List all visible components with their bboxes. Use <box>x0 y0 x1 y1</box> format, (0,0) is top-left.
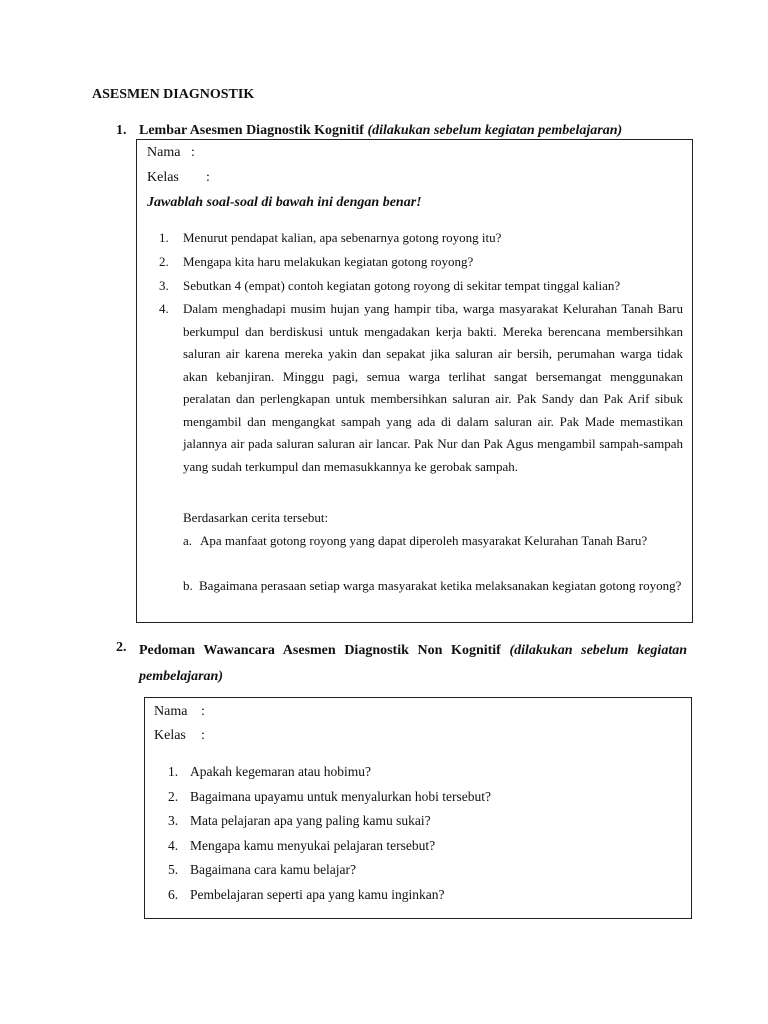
interview-question-1 <box>168 760 668 785</box>
question-3 <box>159 275 684 298</box>
interview-question-2 <box>168 785 668 810</box>
question-number: 4. <box>159 301 169 316</box>
question-text: Menurut pendapat kalian, apa sebenarnya gotong royong itu? <box>183 230 502 245</box>
sub-question-label: b. <box>183 578 193 593</box>
sub-question-label: a. <box>183 533 193 548</box>
section2-number: 2. <box>116 640 127 655</box>
section1-class-field <box>147 170 210 186</box>
question-number: 2. <box>159 254 169 269</box>
question-text: Apakah kegemaran atau hobimu? <box>190 764 372 779</box>
question-number: 3. <box>168 813 179 828</box>
section1-heading <box>139 123 622 139</box>
question-number: 3. <box>159 278 169 293</box>
sub-question-a <box>183 530 683 553</box>
name-colon: : <box>201 704 205 719</box>
question-1 <box>159 227 684 250</box>
class-label: Kelas <box>147 170 179 185</box>
class-label: Kelas <box>154 728 186 743</box>
question-number: 4. <box>168 837 179 853</box>
question-number: 6. <box>168 886 179 902</box>
class-colon: : <box>206 170 210 185</box>
interview-question-list <box>168 760 668 907</box>
instruction: Jawablah soal-soal di bawah ini dengan benar! <box>147 195 422 210</box>
interview-question-5 <box>168 858 668 883</box>
section2-class-field <box>154 728 205 744</box>
question-text: Bagaimana upayamu untuk menyalurkan hobi tersebut? <box>190 788 492 804</box>
name-colon: : <box>191 145 195 160</box>
section2-heading-text: Pedoman Wawancara Asesmen Diagnostik Non Kognitif <box>139 643 501 658</box>
question-text: Dalam menghadapi musim hujan yang hampir tiba, warga masyarakat Kelurahan Tanah Baru berkumpul dan berdiskusi untuk mengadakan kerja bakti. Mereka berencana membersihkan saluran air karena mereka yakin dan sepakat jika saluran air bersih, perumahan warga tidak akan kebanjiran. Minggu pagi, semua warga terlihat sangat bersemangat menggunakan peralatan dan perlengkapan untuk membersihkan saluran air. Pak Sandy dan Pak Arif sibuk mengambil dan mengangkat sampah yang ada di dalam saluran air. Pak Made memastikan jalannya air pada saluran saluran air lancar. Pak Nur dan Pak Agus mengambil sampah-sampah yang sudah terkumpul dan memasukkannya ke gerobak sampah. <box>183 301 683 474</box>
question-text: Bagaimana cara kamu belajar? <box>190 862 357 877</box>
interview-question-4 <box>168 834 668 859</box>
document-title: ASESMEN DIAGNOSTIK <box>92 87 255 102</box>
section2-heading-note: (dilakukan sebelum kegiatan pembelajaran) <box>139 643 687 684</box>
section1-box <box>136 139 693 623</box>
question-text: Mengapa kamu menyukai pelajaran tersebut? <box>190 837 436 853</box>
sub-question-b <box>183 575 683 598</box>
section1-heading-note: (dilakukan sebelum kegiatan pembelajaran) <box>367 123 623 138</box>
question-number: 2. <box>168 788 179 804</box>
question-number: 1. <box>168 764 179 779</box>
question-text: Sebutkan 4 (empat) contoh kegiatan gotong royong di sekitar tempat tinggal kalian? <box>183 278 621 293</box>
interview-question-3 <box>168 809 668 834</box>
question-text: Mengapa kita haru melakukan kegiatan gotong royong? <box>183 254 474 269</box>
story-prompt: Berdasarkan cerita tersebut: <box>183 510 329 525</box>
section1-name-field <box>147 145 195 161</box>
section1-number: 1. <box>116 123 127 138</box>
question-2 <box>159 251 684 274</box>
section1-heading-text: Lembar Asesmen Diagnostik Kognitif <box>139 123 364 138</box>
interview-question-6 <box>168 883 668 908</box>
class-colon: : <box>201 728 205 743</box>
sub-question-text: Bagaimana perasaan setiap warga masyarakat ketika melaksanakan kegiatan gotong royong? <box>199 578 682 593</box>
question-4 <box>159 298 684 478</box>
name-label: Nama <box>154 704 188 719</box>
question-number: 1. <box>159 230 169 245</box>
name-label: Nama <box>147 145 181 160</box>
section2-heading <box>139 638 687 690</box>
section2-name-field <box>154 704 205 720</box>
question-text: Pembelajaran seperti apa yang kamu inginkan? <box>190 886 445 902</box>
sub-question-text: Apa manfaat gotong royong yang dapat diperoleh masyarakat Kelurahan Tanah Baru? <box>200 533 648 548</box>
section2-box <box>144 697 692 919</box>
question-text: Mata pelajaran apa yang paling kamu sukai? <box>190 813 431 828</box>
question-number: 5. <box>168 862 179 877</box>
